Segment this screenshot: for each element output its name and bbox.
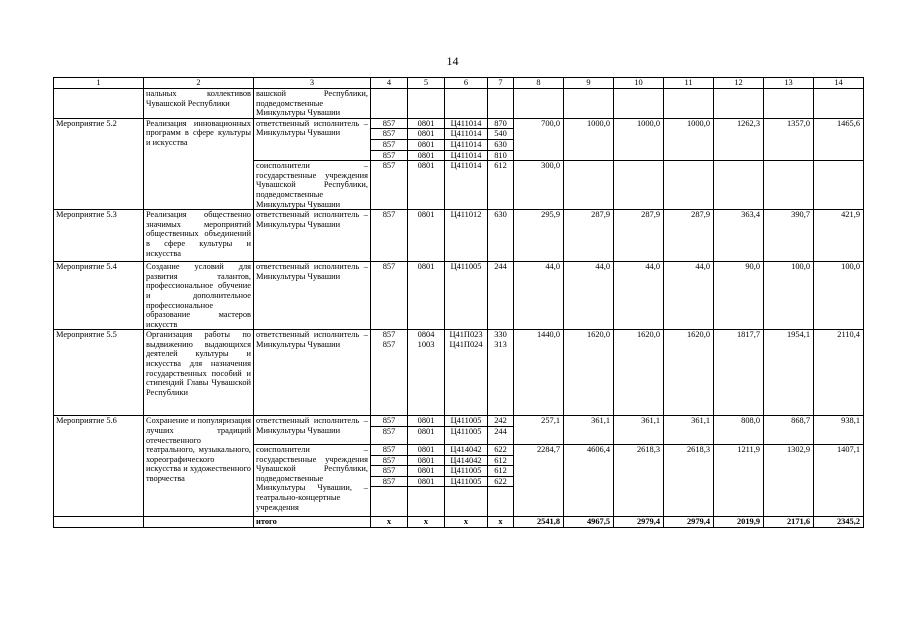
table-row [54, 330, 864, 340]
value-cell: 938,1 [814, 416, 864, 445]
value-cell: 361,1 [664, 416, 714, 445]
measure-desc: Сохранение и популяризация лучших традиций отечественного театрального, музыкального, хореографического искусства и художественного творчества [144, 416, 254, 517]
code-cell: 0801 [408, 129, 445, 140]
value-cell: 1440,0 [514, 330, 564, 416]
value-cell: 100,0 [764, 262, 814, 330]
value-cell: 1357,0 [764, 118, 814, 160]
code-cell: 622 [488, 476, 514, 487]
value-cell: 1954,1 [764, 330, 814, 416]
executor: ответственный исполнитель – Минкультуры Чувашии [254, 416, 371, 445]
value-cell: 1620,0 [564, 330, 614, 416]
total-value: 2019,9 [714, 517, 764, 528]
total-value: 2979,4 [614, 517, 664, 528]
table-row [54, 416, 864, 427]
value-cell: 808,0 [714, 416, 764, 445]
value-cell: 421,9 [814, 210, 864, 262]
value-cell: 1620,0 [664, 330, 714, 416]
code-cell: 0801 [408, 416, 445, 427]
code-cell: x [445, 517, 488, 528]
executor: ответственный исполнитель – Минкультуры Чувашии [254, 330, 371, 416]
page-number: 14 [446, 54, 459, 68]
table-row [54, 89, 864, 119]
header-cell: 2 [144, 78, 254, 89]
value-cell: 257,1 [514, 416, 564, 445]
value-cell: 287,9 [664, 210, 714, 262]
code-cell: 0804 [408, 330, 445, 340]
code-cell: 857 [371, 118, 408, 129]
code-cell: 857 [371, 340, 408, 416]
code-cell: Ц411005 [445, 426, 488, 444]
header-cell: 6 [445, 78, 488, 89]
budget-table [53, 77, 864, 528]
code-cell: 857 [371, 139, 408, 150]
code-cell: Ц411014 [445, 161, 488, 210]
measure-desc: Организация работы по выдвижению выдающихся деятелей культуры и искусства для назначения государственных пособий и стипендий Главы Чувашской Республики [144, 330, 254, 416]
total-value: 2345,2 [814, 517, 864, 528]
header-cell: 1 [54, 78, 144, 89]
code-cell: 244 [488, 262, 514, 330]
value-cell: 2110,4 [814, 330, 864, 416]
value-cell: 295,9 [514, 210, 564, 262]
measure-name: Мероприятие 5.2 [54, 118, 144, 209]
total-value: 2979,4 [664, 517, 714, 528]
executor: ответственный исполнитель – Минкультуры Чувашии [254, 210, 371, 262]
value-cell: 90,0 [714, 262, 764, 330]
code-cell: 0801 [408, 139, 445, 150]
value-cell: 44,0 [664, 262, 714, 330]
value-cell: 287,9 [614, 210, 664, 262]
measure-name: Мероприятие 5.4 [54, 262, 144, 330]
value-cell: 4606,4 [564, 444, 614, 516]
executor: ответственный исполнитель – Минкультуры Чувашии [254, 262, 371, 330]
code-cell: Ц411005 [445, 416, 488, 427]
total-value: 2541,8 [514, 517, 564, 528]
value-cell: 1817,7 [714, 330, 764, 416]
value-cell: 1407,1 [814, 444, 864, 516]
code-cell: Ц411014 [445, 139, 488, 150]
code-cell: 612 [488, 466, 514, 477]
code-cell: 313 [488, 340, 514, 416]
code-cell: 0801 [408, 426, 445, 444]
code-cell: Ц411014 [445, 129, 488, 140]
code-cell: 622 [488, 444, 514, 455]
value-cell: 361,1 [614, 416, 664, 445]
code-cell: 857 [371, 466, 408, 477]
table-row [54, 262, 864, 330]
code-cell: 0801 [408, 150, 445, 161]
code-cell: 244 [488, 426, 514, 444]
code-cell: 1003 [408, 340, 445, 416]
code-cell: x [371, 517, 408, 528]
code-cell: 330 [488, 330, 514, 340]
value-cell: 44,0 [514, 262, 564, 330]
code-cell: Ц414042 [445, 444, 488, 455]
value-cell: 44,0 [614, 262, 664, 330]
code-cell: 0801 [408, 476, 445, 487]
value-cell: 2618,3 [664, 444, 714, 516]
value-cell: 1302,9 [764, 444, 814, 516]
table-row [54, 210, 864, 262]
code-cell: 857 [371, 262, 408, 330]
carry-over-exec: вашской Республики, подведомственные Минкультуры Чувашии [254, 89, 371, 119]
value-cell: 868,7 [764, 416, 814, 445]
code-cell: 857 [371, 476, 408, 487]
code-cell: 857 [371, 161, 408, 210]
code-cell: 242 [488, 416, 514, 427]
code-cell: 857 [371, 455, 408, 466]
value-cell: 1211,9 [714, 444, 764, 516]
header-cell: 13 [764, 78, 814, 89]
code-cell: 630 [488, 210, 514, 262]
value-cell: 1620,0 [614, 330, 664, 416]
code-cell: Ц411014 [445, 118, 488, 129]
header-cell: 10 [614, 78, 664, 89]
code-cell: Ц411014 [445, 150, 488, 161]
co-executor: соисполнители – государственные учреждения Чувашской Республики, подведомственные Минкультуры Чувашии, – театрально-концертные учреждения [254, 444, 371, 516]
measure-desc: Реализация инновационных программ в сфере культуры и искусства [144, 118, 254, 209]
value-cell: 700,0 [514, 118, 564, 160]
code-cell: Ц414042 [445, 455, 488, 466]
value-cell: 1465,6 [814, 118, 864, 160]
value-cell: 44,0 [564, 262, 614, 330]
code-cell: 857 [371, 416, 408, 427]
code-cell: 0801 [408, 262, 445, 330]
code-cell: Ц41П024 [445, 340, 488, 416]
table-row [54, 118, 864, 129]
code-cell: x [408, 517, 445, 528]
total-row [54, 517, 864, 528]
code-cell: 857 [371, 129, 408, 140]
code-cell: 810 [488, 150, 514, 161]
header-cell: 4 [371, 78, 408, 89]
measure-name: Мероприятие 5.5 [54, 330, 144, 416]
header-cell: 11 [664, 78, 714, 89]
total-value: 4967,5 [564, 517, 614, 528]
code-cell: 857 [371, 444, 408, 455]
code-cell: Ц41П023 [445, 330, 488, 340]
code-cell: 0801 [408, 466, 445, 477]
header-row [54, 78, 864, 89]
header-cell: 14 [814, 78, 864, 89]
measure-desc: Создание условий для развития талантов, профессиональное обучение и дополнительное профессиональное образование мастеров искусств [144, 262, 254, 330]
code-cell: 857 [371, 210, 408, 262]
value-cell: 1000,0 [614, 118, 664, 160]
code-cell: 0801 [408, 118, 445, 129]
value-cell: 1000,0 [664, 118, 714, 160]
code-cell: 857 [371, 330, 408, 340]
total-value: 2171,6 [764, 517, 814, 528]
header-cell: 5 [408, 78, 445, 89]
value-cell: 2284,7 [514, 444, 564, 516]
header-cell: 3 [254, 78, 371, 89]
code-cell: Ц411005 [445, 476, 488, 487]
code-cell: x [488, 517, 514, 528]
executor: ответственный исполнитель – Минкультуры Чувашии [254, 118, 371, 160]
code-cell: Ц411005 [445, 466, 488, 477]
code-cell: 0801 [408, 210, 445, 262]
value-cell: 1000,0 [564, 118, 614, 160]
header-cell: 9 [564, 78, 614, 89]
header-cell: 8 [514, 78, 564, 89]
code-cell: 0801 [408, 455, 445, 466]
code-cell: 870 [488, 118, 514, 129]
code-cell: 0801 [408, 444, 445, 455]
code-cell: 540 [488, 129, 514, 140]
code-cell: 612 [488, 455, 514, 466]
measure-name: Мероприятие 5.3 [54, 210, 144, 262]
carry-over-desc: нальных коллективов Чувашской Республики [144, 89, 254, 119]
code-cell: 0801 [408, 161, 445, 210]
code-cell: Ц411005 [445, 262, 488, 330]
code-cell: 857 [371, 426, 408, 444]
value-cell: 363,4 [714, 210, 764, 262]
value-cell: 287,9 [564, 210, 614, 262]
value-cell: 361,1 [564, 416, 614, 445]
measure-name: Мероприятие 5.6 [54, 416, 144, 517]
value-cell: 2618,3 [614, 444, 664, 516]
value-cell: 300,0 [514, 161, 564, 210]
co-executor: соисполнители – государственные учреждения Чувашской Республики, подведомственные Минкультуры Чувашии [254, 161, 371, 210]
header-cell: 7 [488, 78, 514, 89]
total-label: итого [254, 517, 371, 528]
code-cell: 612 [488, 161, 514, 210]
measure-desc: Реализация общественно значимых мероприятий общественных объединений в сфере культуры и искусства [144, 210, 254, 262]
value-cell: 1262,3 [714, 118, 764, 160]
value-cell: 100,0 [814, 262, 864, 330]
value-cell: 390,7 [764, 210, 814, 262]
header-cell: 12 [714, 78, 764, 89]
code-cell: 857 [371, 150, 408, 161]
code-cell: 630 [488, 139, 514, 150]
code-cell: Ц411012 [445, 210, 488, 262]
